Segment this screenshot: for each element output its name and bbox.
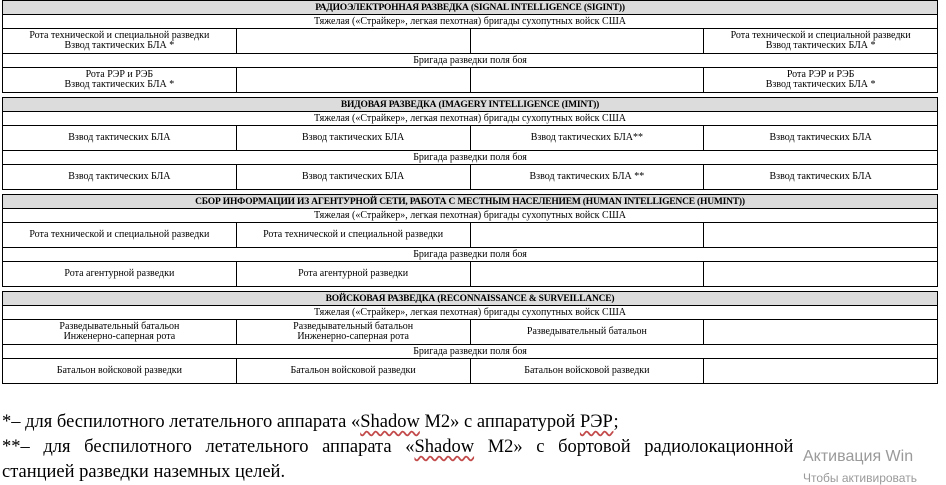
unit-cell: Рота РЭР и РЭБ Взвод тактических БЛА * [3, 68, 237, 93]
brigade-header: Тяжелая («Страйкер», легкая пехотная) бригады сухопутных войск США [3, 209, 938, 223]
unit-cell: Взвод тактических БЛА ** [470, 165, 704, 190]
section-title: ВОЙСКОВАЯ РАЗВЕДКА (RECONNAISSANCE & SURVEILLANCE) [3, 292, 938, 306]
unit-cell: Взвод тактических БЛА [704, 126, 938, 151]
unit-cell [704, 262, 938, 287]
footnote-2-text: **– для беспилотного летательного аппарата « [2, 437, 415, 457]
footnote-2-shadow: Shadow [414, 437, 475, 457]
unit-cell [470, 68, 704, 93]
footnote-1-rer: РЭР [579, 412, 614, 432]
section-title: РАДИОЭЛЕКТРОННАЯ РАЗВЕДКА (SIGNAL INTELLIGENCE (SIGINT)) [3, 1, 938, 15]
unit-cell [236, 29, 470, 54]
unit-cell: Рота технической и специальной разведки [236, 223, 470, 248]
unit-cell: Рота технической и специальной разведки Взвод тактических БЛА * [704, 29, 938, 54]
unit-cell: Взвод тактических БЛА [236, 165, 470, 190]
unit-cell: Взвод тактических БЛА [704, 165, 938, 190]
unit-cell [704, 223, 938, 248]
unit-cell: Рота технической и специальной разведки Взвод тактических БЛА * [3, 29, 237, 54]
intelligence-table [2, 0, 938, 384]
unit-cell: Разведывательный батальон [470, 320, 704, 345]
unit-cell [704, 320, 938, 345]
footnote-2 [2, 435, 793, 459]
footnote-1-shadow: Shadow [360, 412, 420, 432]
unit-cell: Разведывательный батальон Инженерно-саперная рота [236, 320, 470, 345]
unit-cell [236, 68, 470, 93]
unit-cell: Разведывательный батальон Инженерно-саперная рота [3, 320, 237, 345]
unit-cell: Взвод тактических БЛА** [470, 126, 704, 151]
brigade-header: Тяжелая («Страйкер», легкая пехотная) бригады сухопутных войск США [3, 15, 938, 29]
unit-cell: Батальон войсковой разведки [3, 359, 237, 384]
unit-cell: Батальон войсковой разведки [236, 359, 470, 384]
activation-watermark-subtitle: Чтобы активировать [803, 471, 917, 485]
footnote-2-line2: станцией разведки наземных целей. [2, 462, 286, 482]
footnote-1-end: ; [613, 412, 619, 432]
activation-watermark-title: Активация Win [803, 448, 914, 465]
unit-cell: Батальон войсковой разведки [470, 359, 704, 384]
unit-cell [470, 223, 704, 248]
footnote-1-middle: M2» с аппаратурой [419, 412, 580, 432]
brigade-header: Тяжелая («Страйкер», легкая пехотная) бригады сухопутных войск США [3, 112, 938, 126]
field-brigade-header: Бригада разведки поля боя [3, 345, 938, 359]
reconnaissance-table [2, 0, 938, 384]
unit-cell: Взвод тактических БЛА [3, 165, 237, 190]
unit-cell: Рота РЭР и РЭБ Взвод тактических БЛА * [704, 68, 938, 93]
field-brigade-header: Бригада разведки поля боя [3, 151, 938, 165]
unit-cell: Рота агентурной разведки [236, 262, 470, 287]
section-title: ВИДОВАЯ РАЗВЕДКА (IMAGERY INTELLIGENCE (IMINT)) [3, 98, 938, 112]
footnote-2-end: M2» с бортовой радиолокационной [474, 437, 794, 457]
unit-cell: Рота агентурной разведки [3, 262, 237, 287]
unit-cell: Взвод тактических БЛА [3, 126, 237, 151]
section-title: СБОР ИНФОРМАЦИИ ИЗ АГЕНТУРНОЙ СЕТИ, РАБОТА С МЕСТНЫМ НАСЕЛЕНИЕМ (HUMAN INTELLIGENCE (HUMINT)) [3, 195, 938, 209]
field-brigade-header: Бригада разведки поля боя [3, 54, 938, 68]
footnote-1 [2, 410, 619, 434]
unit-cell [704, 359, 938, 384]
unit-cell [470, 262, 704, 287]
unit-cell [470, 29, 704, 54]
field-brigade-header: Бригада разведки поля боя [3, 248, 938, 262]
brigade-header: Тяжелая («Страйкер», легкая пехотная) бригады сухопутных войск США [3, 306, 938, 320]
unit-cell: Рота технической и специальной разведки [3, 223, 237, 248]
footnote-1-text: *– для беспилотного летательного аппарата « [2, 412, 361, 432]
unit-cell: Взвод тактических БЛА [236, 126, 470, 151]
